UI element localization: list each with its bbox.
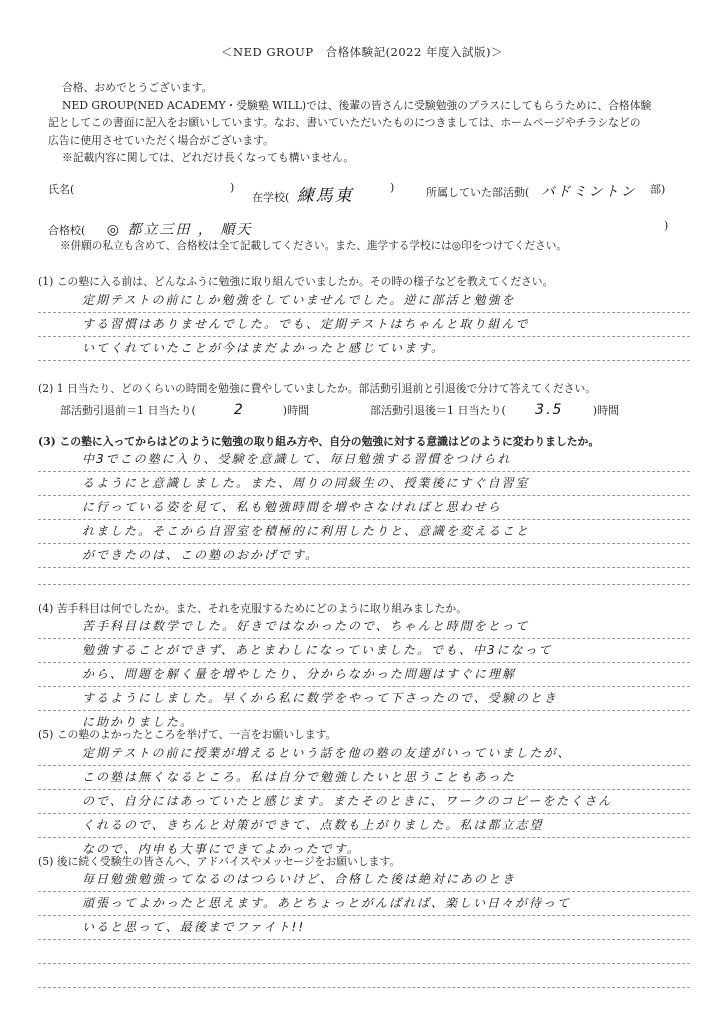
answer-rule — [38, 837, 690, 838]
passed-close: ) — [664, 219, 669, 232]
answer-6[interactable] — [82, 867, 682, 939]
answer-line: 毎日勉強勉強ってなるのはつらいけど、合格した後は絶対にあのとき — [82, 872, 517, 886]
answer-rule — [38, 789, 690, 790]
passed-note: ※併願の私立も含めて、合格校は全て記載してください。また、進学する学校には◎印をつけてください。 — [60, 240, 567, 252]
answer-3[interactable] — [82, 447, 682, 567]
before-label: 部活動引退前＝1 日当たり( — [60, 404, 196, 417]
page-title: ＜NED GROUP 合格体験記(2022 年度入試版)＞ — [221, 45, 503, 59]
club-field[interactable] — [426, 181, 637, 201]
intro-note: ※記載内容に関しては、どれだけ長くなっても構いません。 — [62, 151, 355, 164]
before-retire-field[interactable] — [60, 402, 309, 418]
answer-rule — [38, 686, 690, 687]
after-retire-field[interactable] — [370, 402, 619, 418]
answer-rule — [38, 987, 690, 988]
name-label: 氏名( — [48, 183, 75, 196]
answer-rule — [38, 765, 690, 766]
answer-rule — [38, 471, 690, 472]
answer-line: この塾は無くなるところ。私は自分で勉強したいと思うこともあった — [82, 770, 516, 784]
question-3: (3) この塾に入ってからはどのように勉強の取り組み方や、自分の勉強に対する意識はどのように変わりましたか。 — [38, 435, 600, 448]
passed-label: 合格校( — [48, 224, 86, 237]
answer-4[interactable] — [82, 614, 682, 734]
question-1: (1) この塾に入る前は、どんなふうに勉強に取り組んでいましたか。その時の様子などを教えてください。 — [38, 275, 554, 288]
answer-rule — [38, 939, 690, 940]
answer-line: なので、内申も大事にできてよかったです。 — [82, 842, 361, 856]
answer-line: 中3でこの塾に入り、受験を意識して、毎日勉強する習慣をつけられ — [82, 452, 512, 466]
after-label: 部活動引退後＝1 日当たり( — [370, 404, 506, 417]
intro-line: 広告に使用させていただく場合がございます。 — [48, 133, 274, 147]
question-2: (2) 1 日当たり、どのくらいの時間を勉強に費やしていましたか。部活動引退前と引退後で分けて答えてください。 — [38, 382, 597, 395]
passed-school-field[interactable] — [48, 219, 252, 239]
answer-rule — [38, 495, 690, 496]
answer-rule — [38, 891, 690, 892]
name-close: ) — [230, 181, 235, 194]
school-field[interactable] — [252, 181, 354, 206]
answer-5[interactable] — [82, 741, 682, 861]
answer-rule — [38, 638, 690, 639]
intro-line: NED GROUP(NED ACADEMY・受験塾 WILL)では、後輩の皆さんに受験勉強のプラスにしてもらうために、合格体験 — [62, 98, 652, 112]
answer-rule — [38, 710, 690, 711]
answer-rule — [38, 963, 690, 964]
answer-line: するようにしました。早くから私に数学をやって下さったので、受験のとき — [82, 691, 558, 705]
answer-line: るようにと意識しました。また、周りの同級生の、授業後にすぐ自習室 — [82, 476, 530, 490]
club-value: バドミントン — [540, 184, 637, 200]
answer-rule — [38, 519, 690, 520]
answer-line: 苦手科目は数学でした。好きではなかったので、ちゃんと時間をとって — [82, 619, 530, 633]
answer-line: ができたのは、この塾のおかげです。 — [82, 548, 320, 562]
before-unit: )時間 — [282, 404, 310, 417]
intro-line: 記としてこの書面に記入をお願いしています。なお、書いていただいたものにつきましては、ホームページやチラシなどの — [48, 116, 641, 129]
answer-rule — [38, 543, 690, 544]
answer-line: いてくれていたことが今はまだよかったと感じています。 — [82, 341, 446, 355]
club-label: 所属していた部活動( — [426, 186, 530, 199]
question-4: (4) 苦手科目は何でしたか。また、それを克服するためにどのように取り組みましたか。 — [38, 602, 468, 615]
answer-rule — [38, 360, 690, 361]
answer-line: 勉強することができず、あとまわしになっていました。でも、中3になって — [82, 643, 553, 657]
answer-line: に助かりました。 — [82, 715, 195, 729]
answer-rule — [38, 813, 690, 814]
passed-value: ◎ 都立三田 ， 順天 — [106, 222, 253, 238]
answer-line: ので、自分にはあっていたと感じます。またそのときに、ワークのコピーをたくさん — [82, 794, 613, 808]
answer-rule — [38, 567, 690, 568]
answer-line: くれるので、きちんと対策ができて、点数も上がりました。私は都立志望 — [82, 818, 544, 832]
answer-line: れました。そこから自習室を積極的に利用したりと、意識を変えること — [82, 524, 531, 538]
answer-line: 頑張ってよかったと思えます。あとちょっとがんばれば、楽しい日々が待って — [82, 896, 572, 910]
name-field[interactable] — [48, 181, 74, 197]
intro-line: 合格、おめでとうございます。 — [62, 81, 213, 94]
question-6: (5) 後に続く受験生の皆さんへ、アドバイスやメッセージをお願いします。 — [38, 855, 401, 868]
answer-rule — [38, 662, 690, 663]
intro-text — [48, 79, 688, 167]
answer-rule — [38, 312, 690, 313]
answer-1[interactable] — [82, 288, 682, 360]
answer-line: いると思って、最後までファイト!! — [82, 920, 306, 934]
after-unit: )時間 — [592, 404, 620, 417]
answer-rule — [38, 584, 690, 585]
answer-line: する習慣はありませんでした。でも、定期テストはちゃんと取り組んで — [82, 317, 530, 331]
answer-line: から、問題を解く量を増やしたり、分からなかった問題はすぐに理解 — [82, 667, 517, 681]
club-close: 部) — [650, 183, 666, 196]
answer-line: 定期テストの前に授業が増えるという話を他の塾の友達がいっていましたが、 — [82, 746, 572, 760]
before-value: 2 — [233, 402, 245, 418]
school-value: 練馬東 — [296, 186, 354, 206]
school-close: ) — [390, 181, 395, 194]
question-5: (5) この塾のよかったところを挙げて、一言をお願いします。 — [38, 728, 337, 741]
after-value: 3.5 — [535, 402, 564, 418]
answer-rule — [38, 336, 690, 337]
school-label: 在学校( — [252, 191, 290, 204]
answer-rule — [38, 915, 690, 916]
answer-line: 定期テストの前にしか勉強をしていませんでした。逆に部活と勉強を — [82, 293, 516, 307]
answer-line: に行っている姿を見て、私も勉強時間を増やさなければと思わせら — [82, 500, 502, 514]
